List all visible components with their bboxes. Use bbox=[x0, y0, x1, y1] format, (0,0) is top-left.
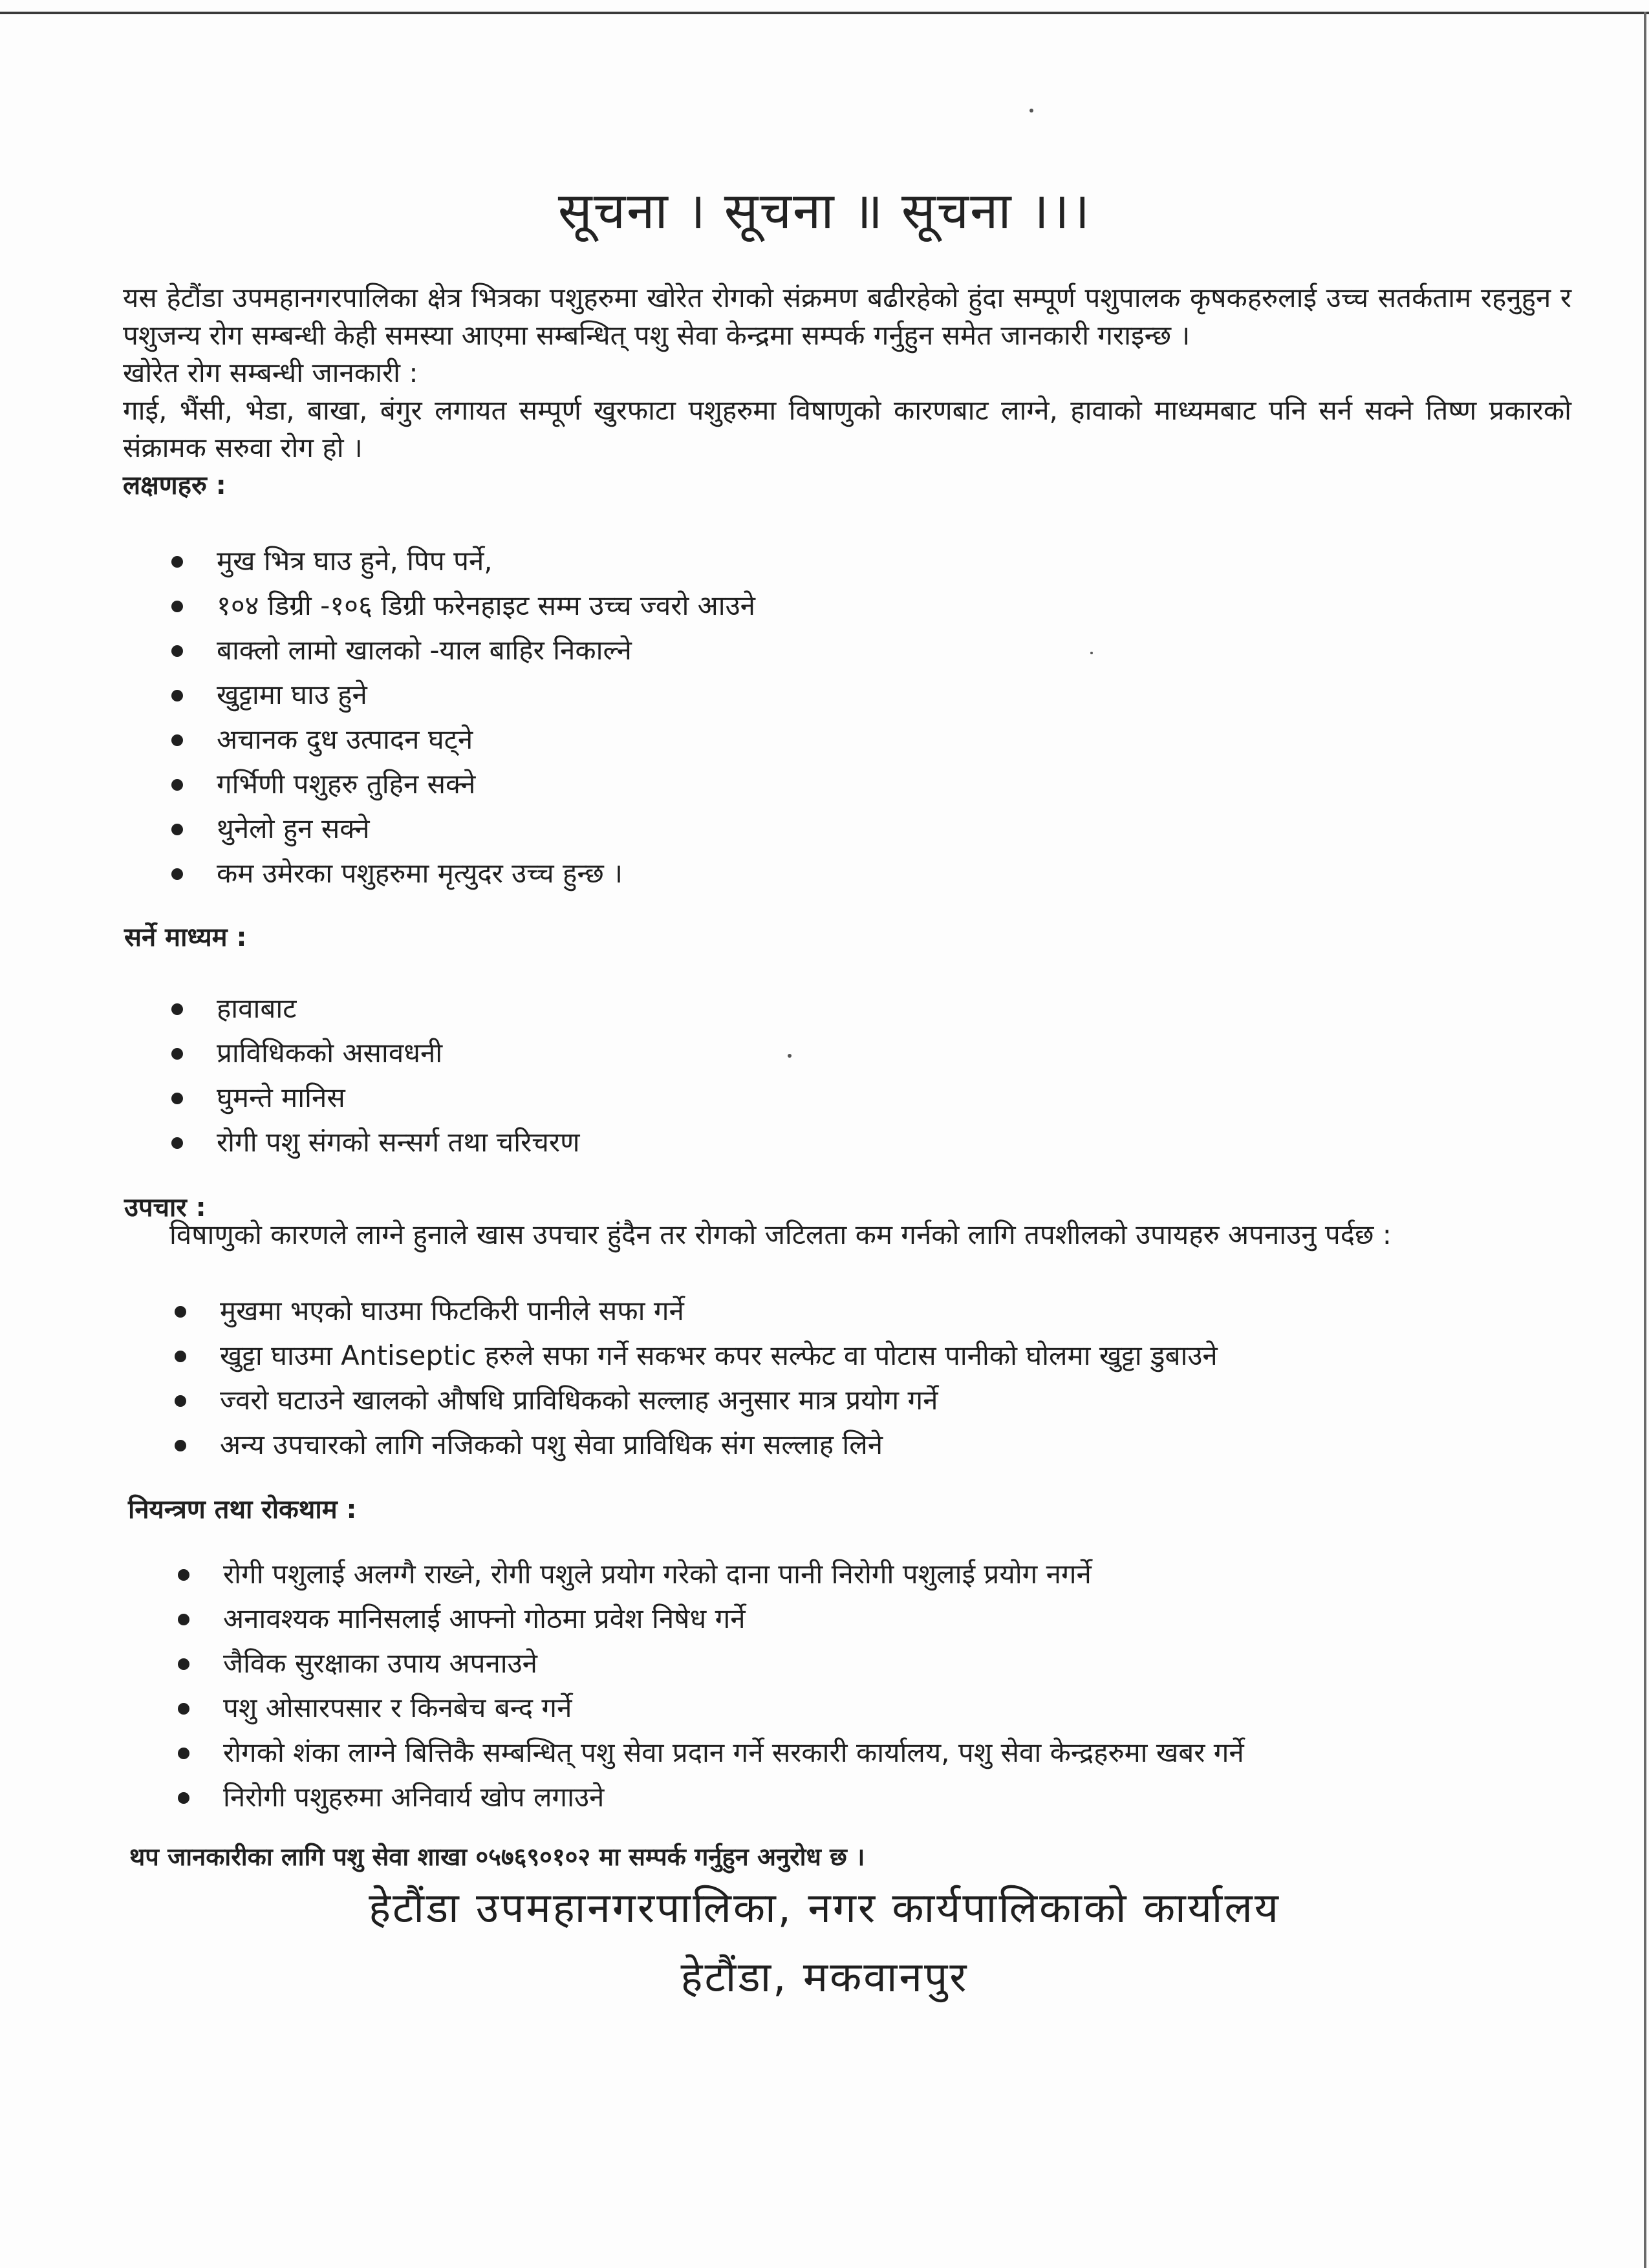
contact-line: थप जानकारीका लागि पशु सेवा शाखा ०५७६९०१०२ मा सम्पर्क गर्नुहुन अनुरोध छ । bbox=[129, 1843, 865, 1871]
scan-border-top bbox=[0, 12, 1649, 14]
list-item: रोगी पशु संगको सन्सर्ग तथा चरिचरण bbox=[171, 1120, 579, 1164]
control-heading: नियन्त्रण तथा रोकथाम : bbox=[128, 1495, 357, 1524]
list-item: बाक्लो लामो खालको -याल बाहिर निकाल्ने bbox=[171, 628, 755, 672]
treatment-intro: विषाणुको कारणले लाग्ने हुनाले खास उपचार हुंदैन तर रोगको जटिलता कम गर्नको लागि तपशीलको उपायहरु अपनाउनु पर्दछ : bbox=[169, 1219, 1392, 1250]
list-item: पशु ओसारपसार र किनबेच बन्द गर्ने bbox=[178, 1685, 1244, 1730]
treatment-list bbox=[175, 1289, 1218, 1467]
treatment-heading: उपचार : bbox=[124, 1193, 206, 1223]
list-item: अन्य उपचारको लागि नजिकको पशु सेवा प्राविधिक संग सल्लाह लिने bbox=[175, 1422, 1218, 1467]
control-list bbox=[178, 1552, 1244, 1819]
spread-list bbox=[171, 986, 579, 1164]
notice-title: सूचना । सूचना ॥ सूचना ।।। bbox=[557, 182, 1092, 241]
disease-info-label: खोरेत रोग सम्बन्धी जानकारी : bbox=[123, 357, 418, 389]
list-item: ज्वरो घटाउने खालको औषधि प्राविधिकको सल्लाह अनुसार मात्र प्रयोग गर्ने bbox=[175, 1378, 1218, 1422]
list-item: गर्भिणी पशुहरु तुहिन सक्ने bbox=[171, 762, 755, 806]
list-item: प्राविधिकको असावधनी bbox=[171, 1031, 579, 1075]
list-item: खुट्टामा घाउ हुने bbox=[171, 672, 755, 717]
disease-description: गाई, भैंसी, भेडा, बाखा, बंगुर लगायत सम्पूर्ण खुरफाटा पशुहरुमा विषाणुको कारणबाट लाग्ने, हावाको माध्यमबाट पनि सर्न सक्ने तिष्ण प्रकारको संक्रामक सरुवा रोग हो । bbox=[123, 394, 1571, 464]
list-item: मुखमा भएको घाउमा फिटकिरी पानीले सफा गर्ने bbox=[175, 1289, 1218, 1333]
list-item: मुख भित्र घाउ हुने, पिप पर्ने, bbox=[171, 539, 755, 583]
list-item: घुमन्ते मानिस bbox=[171, 1075, 579, 1120]
list-item: अनावश्यक मानिसलाई आफ्नो गोठमा प्रवेश निषेध गर्ने bbox=[178, 1596, 1244, 1641]
list-item: जैविक सुरक्षाका उपाय अपनाउने bbox=[178, 1641, 1244, 1685]
list-item: १०४ डिग्री -१०६ डिग्री फरेनहाइट सम्म उच्च ज्वरो आउने bbox=[171, 583, 755, 628]
intro-section bbox=[123, 279, 1571, 504]
symptoms-heading: लक्षणहरु : bbox=[123, 471, 226, 500]
list-item: रोगको शंका लाग्ने बित्तिकै सम्बन्धित् पशु सेवा प्रदान गर्ने सरकारी कार्यालय, पशु सेवा केन्द्रहरुमा खबर गर्ने bbox=[178, 1730, 1244, 1775]
spread-heading: सर्ने माध्यम : bbox=[124, 923, 247, 952]
list-item: हावाबाट bbox=[171, 986, 579, 1031]
office-address: हेटौंडा, मकवानपुर bbox=[680, 1954, 969, 2002]
scan-speck bbox=[1029, 109, 1033, 112]
scan-speck bbox=[1090, 652, 1093, 654]
list-item: खुट्टा घाउमा Antiseptic हरुले सफा गर्ने सकभर कपर सल्फेट वा पोटास पानीको घोलमा खुट्टा डुबाउने bbox=[175, 1333, 1218, 1378]
list-item: कम उमेरका पशुहरुमा मृत्युदर उच्च हुन्छ । bbox=[171, 851, 755, 895]
list-item: थुनेलो हुन सक्ने bbox=[171, 806, 755, 851]
symptoms-list bbox=[171, 539, 755, 895]
office-name: हेटौंडा उपमहानगरपालिका, नगर कार्यपालिकाको कार्यालय bbox=[369, 1885, 1280, 1932]
scan-speck bbox=[788, 1054, 792, 1058]
intro-paragraph: यस हेटौंडा उपमहानगरपालिका क्षेत्र भित्रका पशुहरुमा खोरेत रोगको संक्रमण बढीरहेको हुंदा सम्पूर्ण पशुपालक कृषकहरुलाई उच्च सतर्कताम रहनुहुन र पशुजन्य रोग सम्बन्धी केही समस्या आएमा सम्बन्धित् पशु सेवा केन्द्रमा सम्पर्क गर्नुहुन समेत जानकारी गराइन्छ । bbox=[123, 282, 1571, 351]
list-item: निरोगी पशुहरुमा अनिवार्य खोप लगाउने bbox=[178, 1775, 1244, 1819]
list-item: अचानक दुध उत्पादन घट्ने bbox=[171, 717, 755, 762]
list-item: रोगी पशुलाई अलग्गै राख्ने, रोगी पशुले प्रयोग गरेको दाना पानी निरोगी पशुलाई प्रयोग नगर्ने bbox=[178, 1552, 1244, 1596]
